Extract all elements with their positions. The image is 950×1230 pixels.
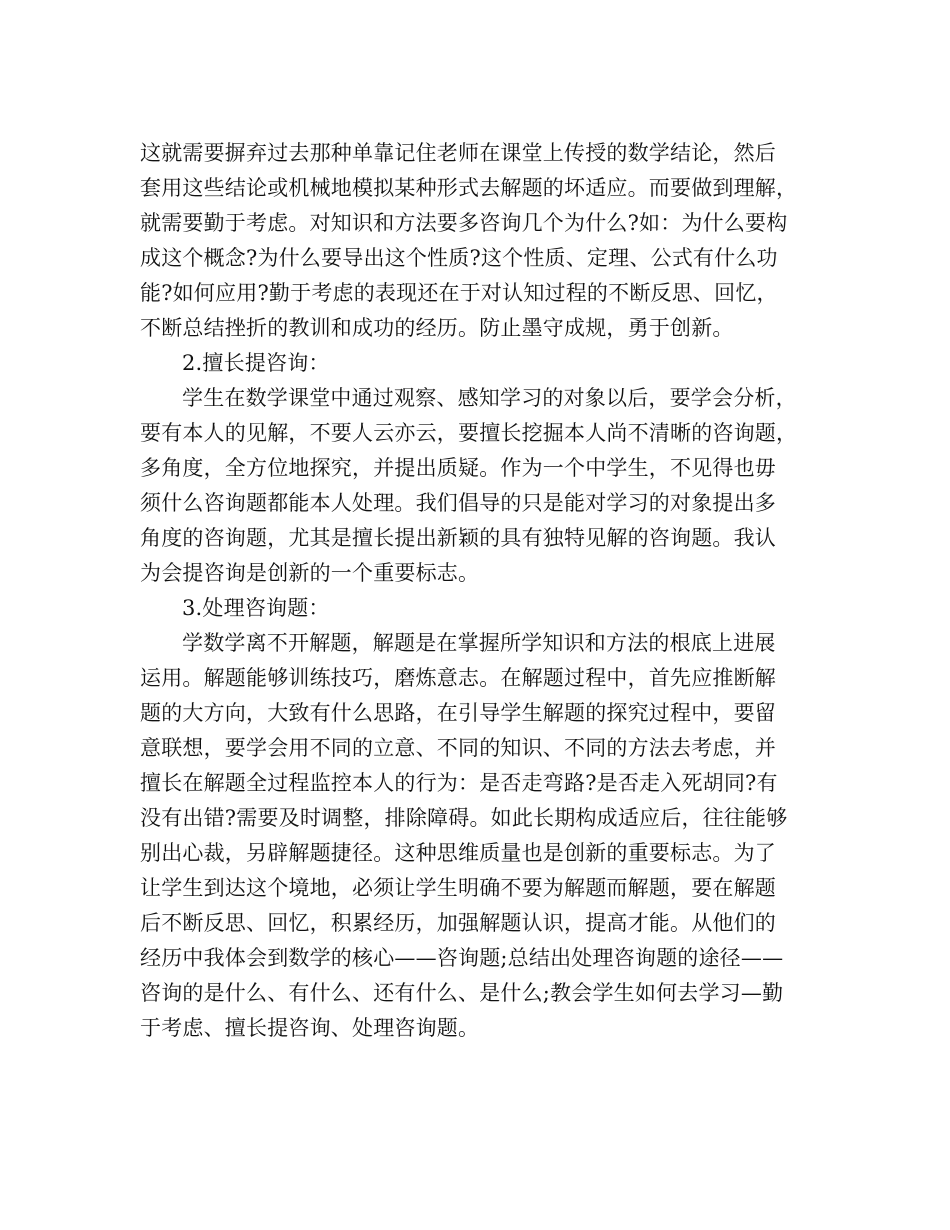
text-line: 咨询的是什么、有什么、还有什么、是什么;教会学生如何去学习—勤 xyxy=(140,981,784,1005)
text-line: 题的大方向，大致有什么思路，在引导学生解题的探究过程中，要留 xyxy=(140,701,776,725)
text-line: 学生在数学课堂中通过观察、感知学习的对象以后，要学会分析， xyxy=(182,386,797,410)
text-line: 能?如何应用?勤于考虑的表现还在于对认知过程的不断反思、回忆， xyxy=(140,281,778,305)
text-line: 意联想，要学会用不同的立意、不同的知识、不同的方法去考虑，并 xyxy=(140,736,776,760)
text-line: 擅长在解题全过程监控本人的行为：是否走弯路?是否走入死胡同?有 xyxy=(140,771,778,795)
text-line: 让学生到达这个境地，必须让学生明确不要为解题而解题，要在解题 xyxy=(140,876,776,900)
text-line: 2.擅长提咨询： xyxy=(182,351,330,375)
text-line: 后不断反思、回忆，积累经历，加强解题认识，提高才能。从他们的 xyxy=(140,911,776,935)
text-line: 成这个概念?为什么要导出这个性质?这个性质、定理、公式有什么功 xyxy=(140,246,778,270)
text-line: 多角度，全方位地探究，并提出质疑。作为一个中学生，不见得也毋 xyxy=(140,456,776,480)
text-line: 别出心裁，另辟解题捷径。这种思维质量也是创新的重要标志。为了 xyxy=(140,841,776,865)
text-line: 于考虑、擅长提咨询、处理咨询题。 xyxy=(140,1016,480,1040)
text-line: 经历中我体会到数学的核心——咨询题;总结出处理咨询题的途径—— xyxy=(140,946,784,970)
text-line: 为会提咨询是创新的一个重要标志。 xyxy=(140,561,480,585)
document-body xyxy=(140,136,812,1046)
text-line: 角度的咨询题，尤其是擅长提出新颖的具有独特见解的咨询题。我认 xyxy=(140,526,776,550)
text-line: 3.处理咨询题： xyxy=(182,596,330,620)
text-line: 这就需要摒弃过去那种单靠记住老师在课堂上传授的数学结论，然后 xyxy=(140,141,776,165)
text-line: 要有本人的见解，不要人云亦云，要擅长挖掘本人尚不清晰的咨询题， xyxy=(140,421,798,445)
text-line: 没有出错?需要及时调整，排除障碍。如此长期构成适应后，往往能够 xyxy=(140,806,788,830)
text-line: 须什么咨询题都能本人处理。我们倡导的只是能对学习的对象提出多 xyxy=(140,491,776,515)
text-line: 学数学离不开解题，解题是在掌握所学知识和方法的根底上进展 xyxy=(182,631,776,655)
text-line: 套用这些结论或机械地模拟某种形式去解题的坏适应。而要做到理解， xyxy=(140,176,798,200)
text-line: 就需要勤于考虑。对知识和方法要多咨询几个为什么?如：为什么要构 xyxy=(140,211,788,235)
text-line: 运用。解题能够训练技巧，磨炼意志。在解题过程中，首先应推断解 xyxy=(140,666,776,690)
text-line: 不断总结挫折的教训和成功的经历。防止墨守成规，勇于创新。 xyxy=(140,316,734,340)
